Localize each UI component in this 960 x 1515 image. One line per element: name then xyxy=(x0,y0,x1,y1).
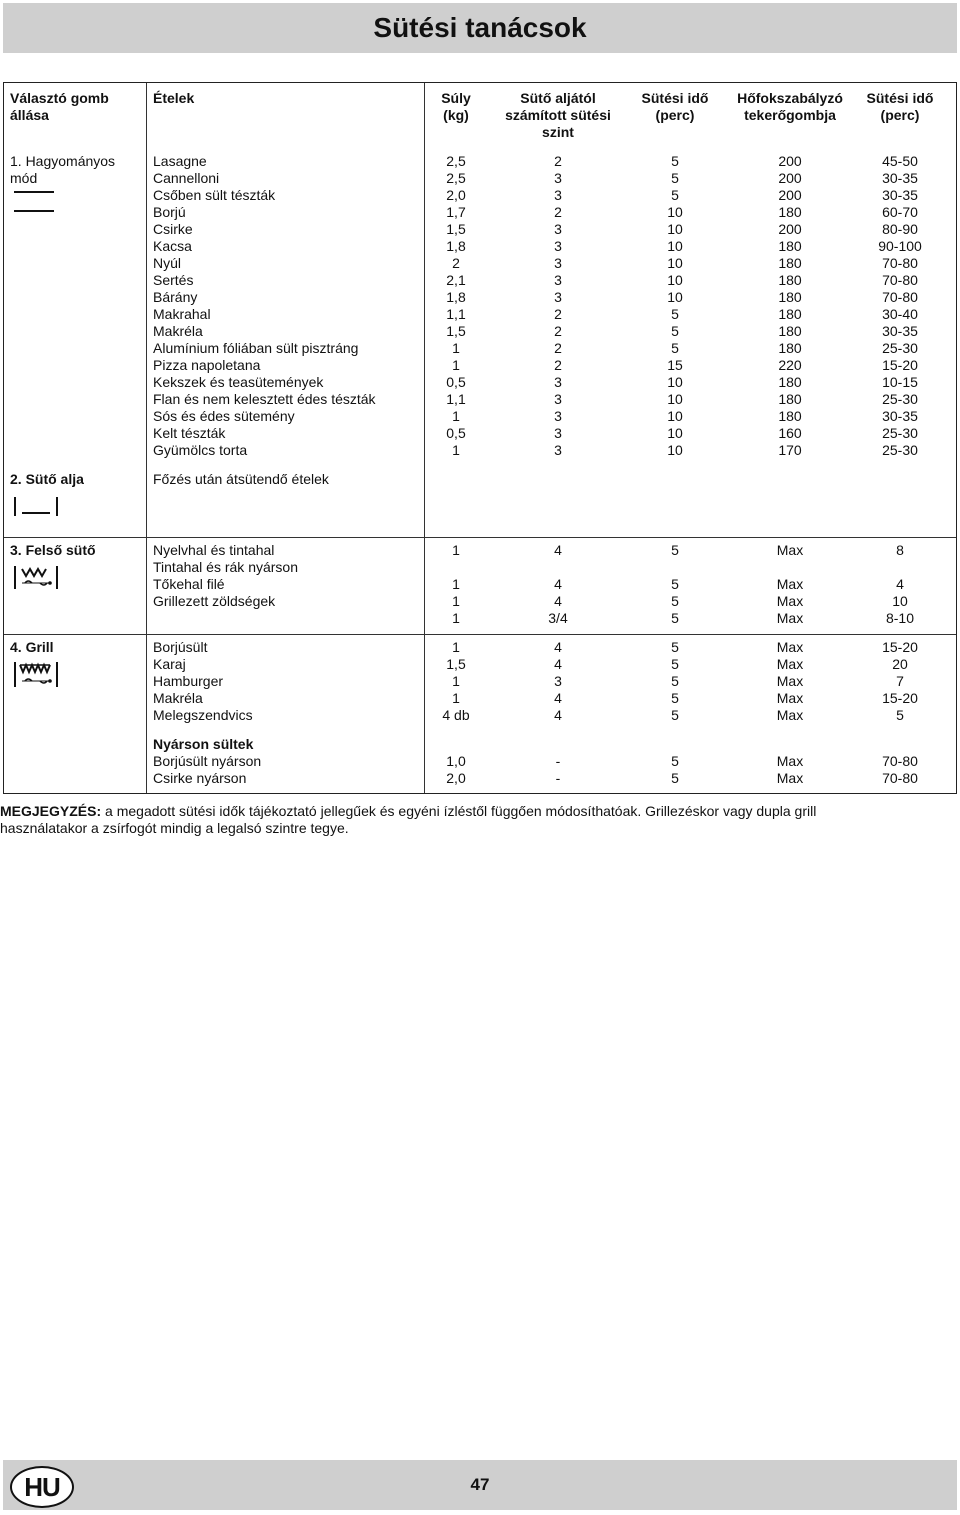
food-cell: Melegszendvics xyxy=(153,707,253,723)
temp-cell: 220 xyxy=(778,357,802,373)
preheat-cell: 5 xyxy=(671,593,679,609)
header-preheat xyxy=(620,90,730,124)
cook-time-cell: 25-30 xyxy=(882,391,918,407)
cook-time-cell: 10-15 xyxy=(882,374,918,390)
weight-cell: 1 xyxy=(452,576,460,592)
cook-time-cell xyxy=(855,559,945,576)
weight-cell: 2 xyxy=(452,255,460,271)
header-weight-line: Súly xyxy=(441,90,471,106)
temp-cell xyxy=(730,559,850,576)
header-mode-line: Választó gomb xyxy=(10,90,109,106)
cook-time-cell: 4 xyxy=(896,576,904,592)
section4-temps xyxy=(730,639,850,724)
weight-cell: 1,8 xyxy=(446,238,466,254)
level-cell: 3 xyxy=(554,391,562,407)
food-cell: Makréla xyxy=(153,323,203,339)
cook-time-cell: 30-40 xyxy=(882,306,918,322)
level-cell: 3 xyxy=(554,673,562,689)
note-line2: használatakor a zsírfogót mindig a legalsó szintre tegye. xyxy=(0,820,349,836)
weight-cell: 1,7 xyxy=(446,204,466,220)
food-cell: Makrahal xyxy=(153,306,211,322)
temp-cell: 180 xyxy=(778,391,802,407)
preheat-cell: 5 xyxy=(671,673,679,689)
header-temp-line: tekerőgombja xyxy=(744,107,836,123)
level-cell: 3 xyxy=(554,170,562,186)
temp-cell: Max xyxy=(776,656,804,672)
weight-cell: 1 xyxy=(452,639,460,655)
preheat-cell: 5 xyxy=(671,707,679,723)
cook-time-cell: 25-30 xyxy=(882,442,918,458)
food-cell: Flan és nem kelesztett édes tészták xyxy=(153,391,376,407)
weight-cell: 2,5 xyxy=(446,170,466,186)
preheat-cell: 5 xyxy=(671,753,679,769)
preheat-cell: 5 xyxy=(671,340,679,356)
weight-cell: 1 xyxy=(452,690,460,706)
temp-cell: Max xyxy=(776,542,804,558)
spit-roast-subtitle: Nyárson sültek xyxy=(153,736,254,752)
weight-cell: 1,0 xyxy=(446,753,466,769)
temp-cell: 180 xyxy=(778,374,802,390)
temp-cell: 180 xyxy=(778,272,802,288)
page-title: Sütési tanácsok xyxy=(373,12,587,43)
preheat-cell: 10 xyxy=(667,391,683,407)
food-cell: Tőkehal filé xyxy=(153,576,225,592)
preheat-cell: 5 xyxy=(671,170,679,186)
level-cell: 4 xyxy=(554,542,562,558)
weight-cell: 2,5 xyxy=(446,153,466,169)
weight-cell: 1 xyxy=(452,593,460,609)
top-grill-icon xyxy=(12,565,60,591)
header-level-line: Sütő aljától xyxy=(520,90,596,106)
level-cell: 3 xyxy=(554,255,562,271)
preheat-cell: 10 xyxy=(667,221,683,237)
cook-time-cell: 10 xyxy=(892,593,908,609)
temp-cell: 160 xyxy=(778,425,802,441)
weight-cell: 1 xyxy=(452,673,460,689)
weight-cell xyxy=(425,559,487,576)
section5-cook xyxy=(855,753,945,787)
food-cell: Karaj xyxy=(153,656,186,672)
temp-cell: 200 xyxy=(778,153,802,169)
level-cell: - xyxy=(555,753,561,769)
temp-cell: 180 xyxy=(778,204,802,220)
cook-time-cell: 30-35 xyxy=(882,187,918,203)
level-cell: 2 xyxy=(554,357,562,373)
cook-time-cell: 70-80 xyxy=(882,289,918,305)
preheat-cell: 5 xyxy=(671,542,679,558)
header-temp xyxy=(730,90,850,124)
section3-temps xyxy=(730,542,850,627)
preheat-cell: 10 xyxy=(667,272,683,288)
section1-temps xyxy=(730,153,850,459)
mode-top: 3. Felső sütő xyxy=(10,542,96,558)
temp-cell: Max xyxy=(776,753,804,769)
temp-cell: 180 xyxy=(778,323,802,339)
cook-time-cell: 20 xyxy=(892,656,908,672)
divider xyxy=(146,83,147,537)
temp-cell: 200 xyxy=(778,170,802,186)
header-cook-line: (perc) xyxy=(880,107,920,123)
mode-conventional xyxy=(10,153,135,187)
cook-time-cell: 30-35 xyxy=(882,408,918,424)
temp-cell: 180 xyxy=(778,340,802,356)
weight-cell: 0,5 xyxy=(446,425,466,441)
cook-time-cell: 45-50 xyxy=(882,153,918,169)
food-cell: Cannelloni xyxy=(153,170,220,186)
weight-cell: 1,5 xyxy=(446,656,466,672)
food-cell: Kekszek és teasütemények xyxy=(153,374,324,390)
mode-label-line: mód xyxy=(10,170,38,186)
level-cell: 4 xyxy=(554,639,562,655)
level-cell: 2 xyxy=(554,340,562,356)
preheat-cell: 5 xyxy=(671,770,679,786)
weight-cell: 2,1 xyxy=(446,272,466,288)
section4-weights xyxy=(425,639,487,724)
cook-time-cell: 8 xyxy=(896,542,904,558)
level-cell: 4 xyxy=(554,576,562,592)
temp-cell: Max xyxy=(776,610,804,626)
level-cell: 2 xyxy=(554,153,562,169)
note-label: MEGJEGYZÉS: xyxy=(0,803,102,819)
header-food: Ételek xyxy=(153,90,195,106)
level-cell: 3 xyxy=(554,442,562,458)
food-cell: Borjúsült xyxy=(153,639,208,655)
section4-preheat xyxy=(620,639,730,724)
preheat-cell: 5 xyxy=(671,639,679,655)
note-line1: a megadott sütési idők tájékoztató jellegűek és egyéni ízléstől függően módosíthatóak. Grillezéskor vagy dupla grill xyxy=(101,803,817,819)
preheat-cell: 5 xyxy=(671,690,679,706)
level-cell xyxy=(503,559,613,576)
header-level-line: számított sütési xyxy=(505,107,611,123)
preheat-cell: 10 xyxy=(667,204,683,220)
section4-levels xyxy=(503,639,613,724)
food-cell: Borjú xyxy=(153,204,186,220)
header-weight-line: (kg) xyxy=(443,107,469,123)
weight-cell: 1 xyxy=(452,542,460,558)
preheat-cell: 10 xyxy=(667,374,683,390)
cook-time-cell: 15-20 xyxy=(882,357,918,373)
divider xyxy=(146,634,147,793)
preheat-cell: 5 xyxy=(671,656,679,672)
conventional-mode-icon xyxy=(12,188,56,216)
preheat-cell: 10 xyxy=(667,442,683,458)
cook-time-cell: 70-80 xyxy=(882,255,918,271)
section5-levels xyxy=(503,753,613,787)
food-cell: Bárány xyxy=(153,289,198,305)
cook-time-cell: 60-70 xyxy=(882,204,918,220)
temp-cell: Max xyxy=(776,576,804,592)
level-cell: 4 xyxy=(554,707,562,723)
level-cell: 2 xyxy=(554,306,562,322)
temp-cell: 180 xyxy=(778,289,802,305)
mode-grill: 4. Grill xyxy=(10,639,54,655)
cook-time-cell: 90-100 xyxy=(878,238,922,254)
section2-food: Főzés után átsütendő ételek xyxy=(153,471,329,487)
temp-cell: Max xyxy=(776,593,804,609)
section5-weights xyxy=(425,753,487,787)
temp-cell: 180 xyxy=(778,238,802,254)
cook-time-cell: 8-10 xyxy=(885,610,915,626)
cook-time-cell: 7 xyxy=(896,673,904,689)
cook-time-cell: 15-20 xyxy=(882,639,918,655)
weight-cell: 1 xyxy=(452,408,460,424)
temp-cell: Max xyxy=(776,770,804,786)
preheat-cell: 5 xyxy=(671,323,679,339)
preheat-cell: 10 xyxy=(667,408,683,424)
page-number: 47 xyxy=(470,1475,490,1494)
temp-cell: Max xyxy=(776,707,804,723)
section5-foods xyxy=(153,753,423,787)
weight-cell: 1,5 xyxy=(446,221,466,237)
food-cell xyxy=(153,610,423,627)
weight-cell: 1 xyxy=(452,442,460,458)
preheat-cell: 5 xyxy=(671,187,679,203)
food-cell: Borjúsült nyárson xyxy=(153,753,262,769)
level-cell: 3 xyxy=(554,374,562,390)
bottom-heat-icon xyxy=(12,496,60,518)
level-cell: 3 xyxy=(554,408,562,424)
level-cell: 2 xyxy=(554,204,562,220)
section1-preheat xyxy=(620,153,730,459)
preheat-cell: 5 xyxy=(671,610,679,626)
section5-temps xyxy=(730,753,850,787)
food-cell: Csőben sült tészták xyxy=(153,187,276,203)
food-cell: Pizza napoletana xyxy=(153,357,261,373)
preheat-cell: 10 xyxy=(667,425,683,441)
section5-preheat xyxy=(620,753,730,787)
header-temp-line: Hőfokszabályzó xyxy=(737,90,843,106)
preheat-cell: 10 xyxy=(667,289,683,305)
cook-time-cell: 70-80 xyxy=(882,753,918,769)
weight-cell: 1 xyxy=(452,357,460,373)
level-cell: 4 xyxy=(554,593,562,609)
preheat-cell: 5 xyxy=(671,576,679,592)
level-cell: - xyxy=(555,770,561,786)
food-cell: Kelt tészták xyxy=(153,425,226,441)
weight-cell: 1,1 xyxy=(446,391,466,407)
header-mode xyxy=(10,90,135,124)
preheat-cell: 10 xyxy=(667,255,683,271)
preheat-cell xyxy=(620,559,730,576)
header-level-line: szint xyxy=(542,124,574,140)
level-cell: 3 xyxy=(554,272,562,288)
weight-cell: 2,0 xyxy=(446,187,466,203)
temp-cell: 180 xyxy=(778,408,802,424)
language-badge: HU xyxy=(10,1466,74,1508)
temp-cell: 180 xyxy=(778,306,802,322)
header-weight xyxy=(425,90,487,124)
food-cell: Sós és édes sütemény xyxy=(153,408,295,424)
title-bar xyxy=(3,3,957,53)
section3-weights xyxy=(425,542,487,627)
preheat-cell: 5 xyxy=(671,153,679,169)
cook-time-cell: 30-35 xyxy=(882,170,918,186)
weight-cell: 0,5 xyxy=(446,374,466,390)
weight-cell: 2,0 xyxy=(446,770,466,786)
header-preheat-line: Sütési idő xyxy=(641,90,709,106)
header-mode-line: állása xyxy=(10,107,49,123)
food-cell: Gyümölcs torta xyxy=(153,442,248,458)
cook-time-cell: 70-80 xyxy=(882,272,918,288)
cook-time-cell: 70-80 xyxy=(882,770,918,786)
weight-cell: 1 xyxy=(452,340,460,356)
header-cook xyxy=(855,90,945,124)
level-cell: 3 xyxy=(554,187,562,203)
food-cell: Alumínium fóliában sült pisztráng xyxy=(153,340,359,356)
food-cell: Nyelvhal és tintahal xyxy=(153,542,275,558)
temp-cell: 200 xyxy=(778,187,802,203)
food-cell: Sertés xyxy=(153,272,194,288)
temp-cell: 180 xyxy=(778,255,802,271)
note xyxy=(0,803,900,837)
section4-cook xyxy=(855,639,945,724)
food-cell: Lasagne xyxy=(153,153,207,169)
temp-cell: 200 xyxy=(778,221,802,237)
section3-preheat xyxy=(620,542,730,627)
level-cell: 3 xyxy=(554,238,562,254)
mode-label-line: 1. Hagyományos xyxy=(10,153,116,169)
temp-cell: 170 xyxy=(778,442,802,458)
section3-foods xyxy=(153,542,423,627)
cook-time-cell: 15-20 xyxy=(882,690,918,706)
weight-cell: 1,1 xyxy=(446,306,466,322)
food-cell: Tintahal és rák nyárson xyxy=(153,559,298,575)
section3-cook xyxy=(855,542,945,627)
level-cell: 4 xyxy=(554,656,562,672)
cook-time-cell: 30-35 xyxy=(882,323,918,339)
cook-time-cell: 25-30 xyxy=(882,425,918,441)
section4-foods xyxy=(153,639,423,724)
preheat-cell: 5 xyxy=(671,306,679,322)
preheat-cell: 10 xyxy=(667,238,683,254)
header-cook-line: Sütési idő xyxy=(866,90,934,106)
divider xyxy=(146,537,147,635)
weight-cell: 4 db xyxy=(442,707,470,723)
preheat-cell: 15 xyxy=(667,357,683,373)
weight-cell: 1,5 xyxy=(446,323,466,339)
level-cell: 3 xyxy=(554,289,562,305)
food-cell: Csirke nyárson xyxy=(153,770,247,786)
temp-cell: Max xyxy=(776,639,804,655)
food-cell: Nyúl xyxy=(153,255,182,271)
level-cell: 2 xyxy=(554,323,562,339)
food-cell: Grillezett zöldségek xyxy=(153,593,276,609)
level-cell: 3/4 xyxy=(548,610,568,626)
temp-cell: Max xyxy=(776,673,804,689)
cook-time-cell: 5 xyxy=(896,707,904,723)
level-cell: 3 xyxy=(554,425,562,441)
section1-foods xyxy=(153,153,423,459)
section1-weights xyxy=(425,153,487,459)
level-cell: 4 xyxy=(554,690,562,706)
header-preheat-line: (perc) xyxy=(655,107,695,123)
food-cell: Makréla xyxy=(153,690,203,706)
cook-time-cell: 25-30 xyxy=(882,340,918,356)
weight-cell: 1,8 xyxy=(446,289,466,305)
cook-time-cell: 80-90 xyxy=(882,221,918,237)
section1-cook xyxy=(855,153,945,459)
section3-levels xyxy=(503,542,613,627)
mode-bottom: 2. Sütő alja xyxy=(10,471,84,487)
level-cell: 3 xyxy=(554,221,562,237)
temp-cell: Max xyxy=(776,690,804,706)
weight-cell: 1 xyxy=(452,610,460,626)
section1-levels xyxy=(503,153,613,459)
food-cell: Csirke xyxy=(153,221,193,237)
double-grill-icon xyxy=(12,661,60,689)
food-cell: Kacsa xyxy=(153,238,192,254)
header-level xyxy=(503,90,613,141)
food-cell: Hamburger xyxy=(153,673,224,689)
